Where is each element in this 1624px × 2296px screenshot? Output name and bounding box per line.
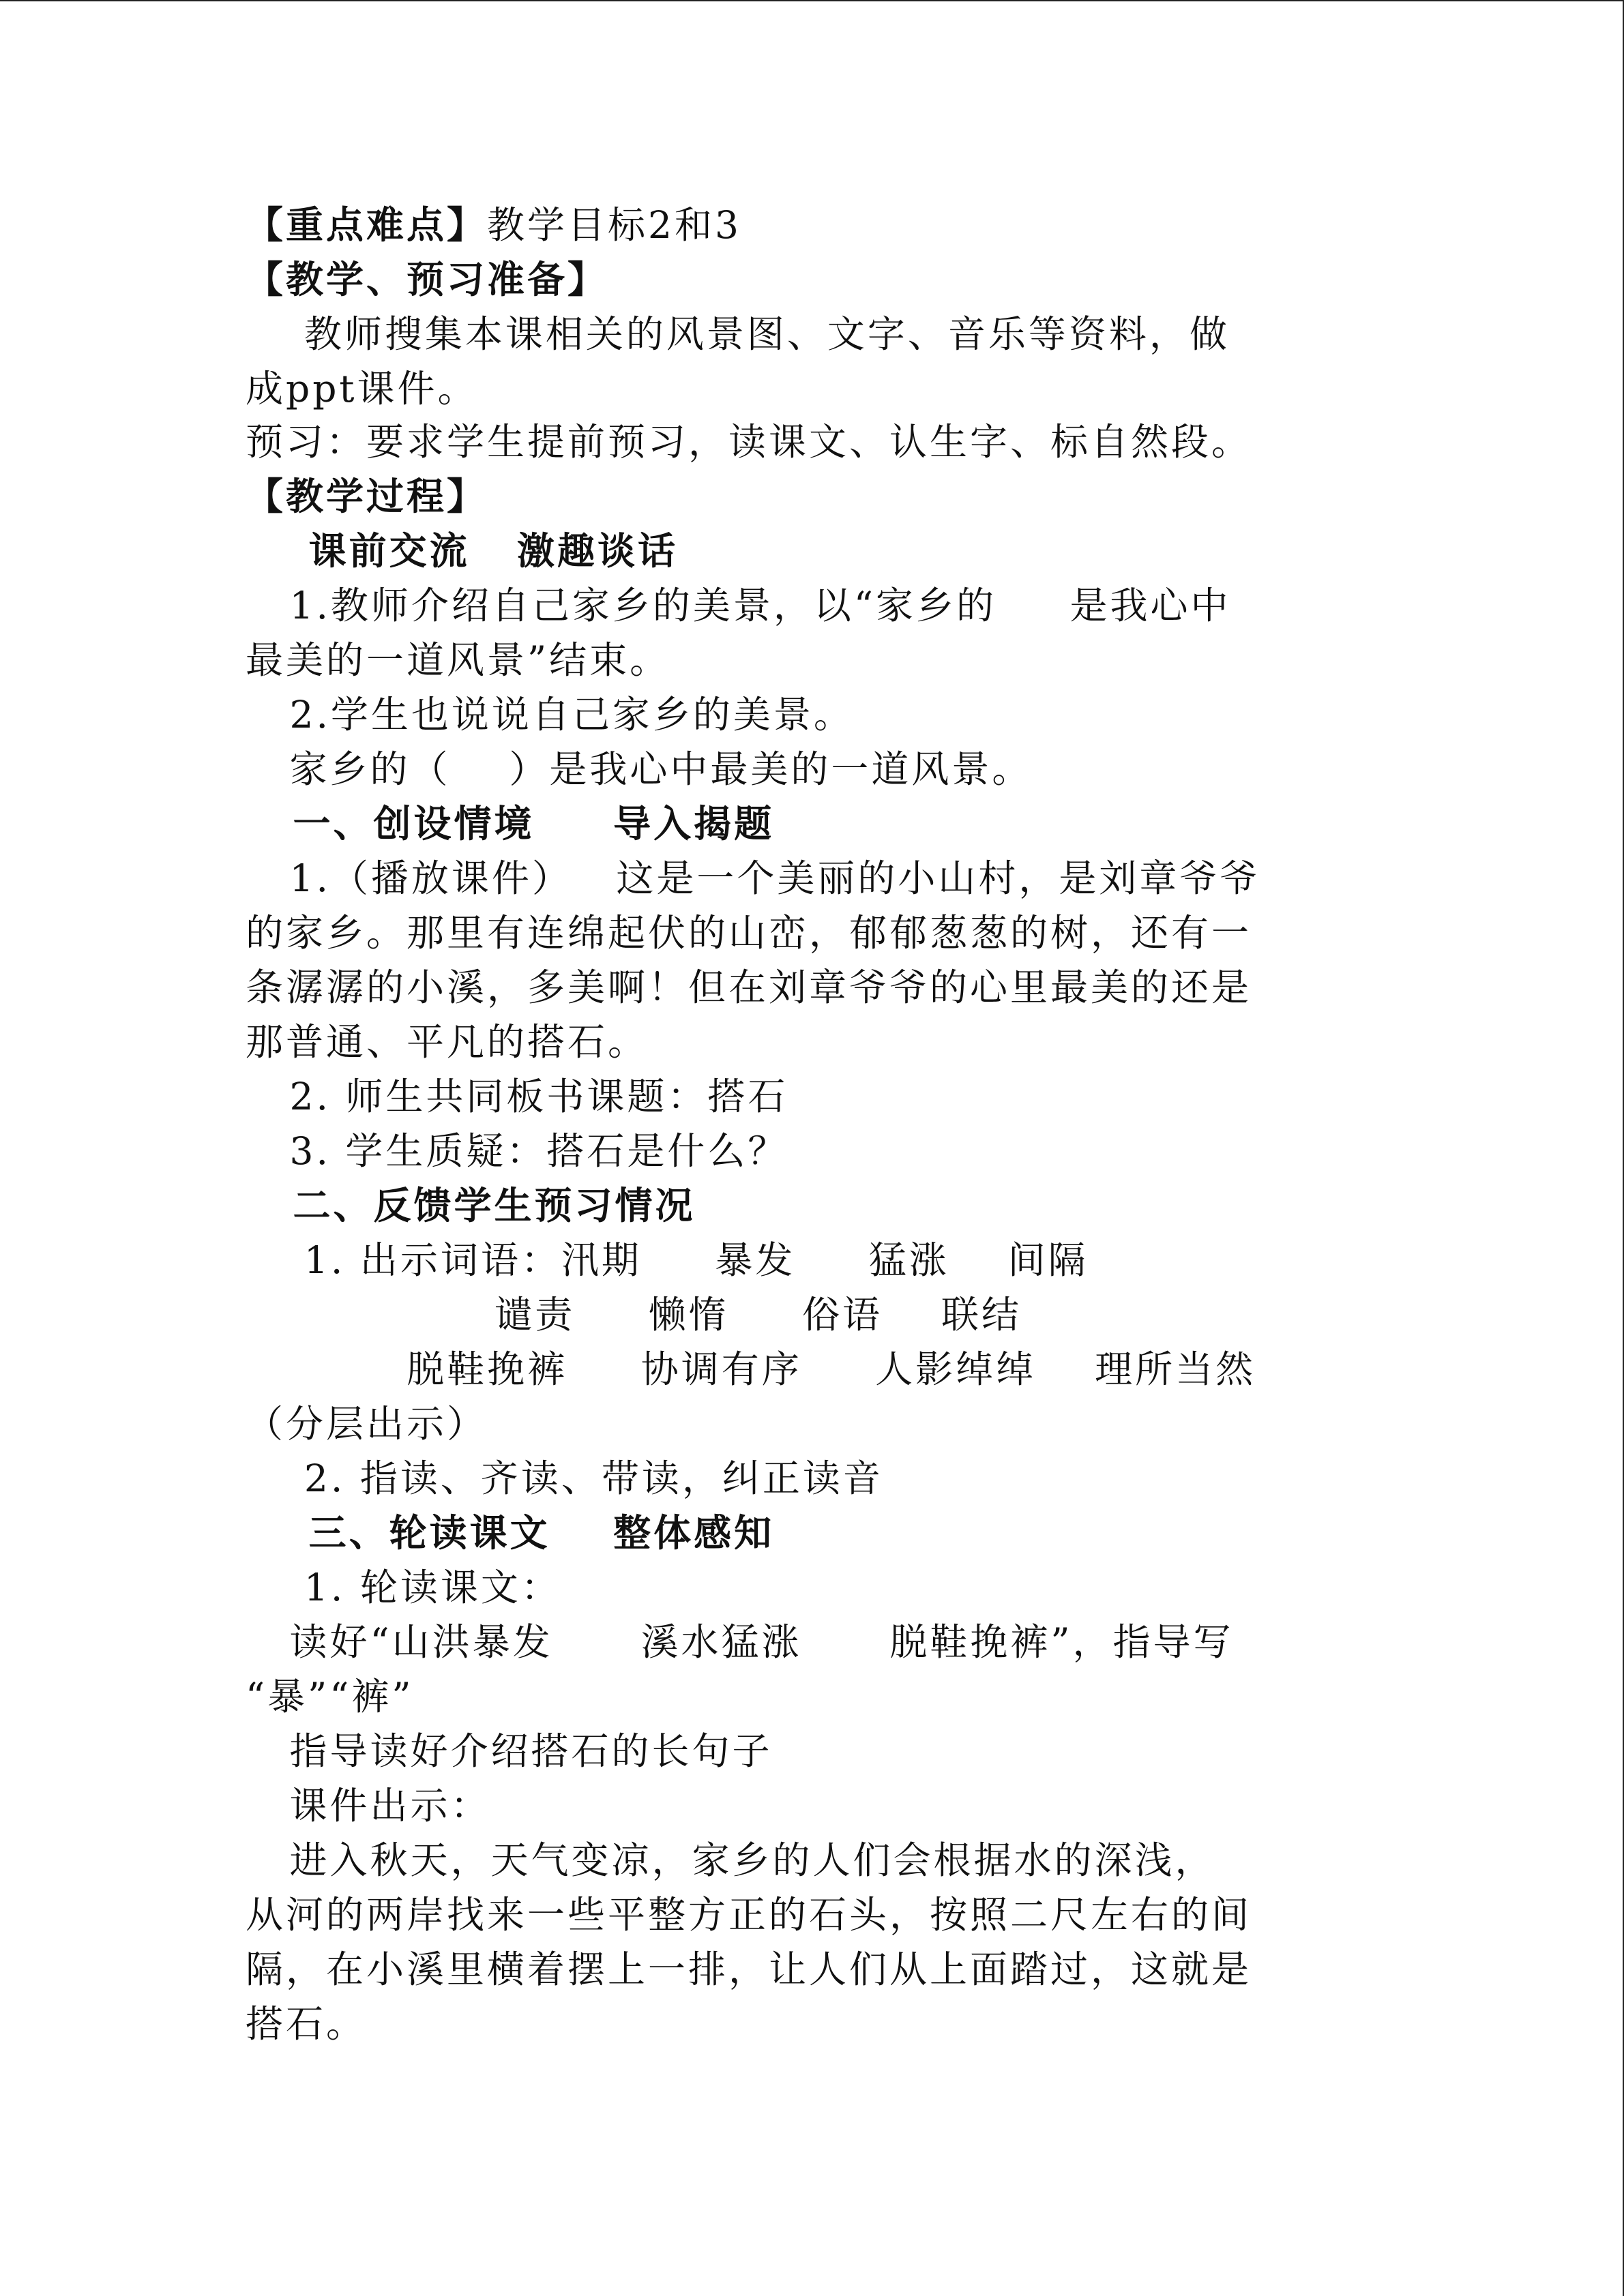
paragraph-line: 最美的一道风景”结束。 [246,638,670,682]
paragraph-line: 成ppt课件。 [246,367,478,411]
section-heading: 课前交流 激趣谈话 [246,528,679,573]
paragraph-line: 指导读好介绍搭石的长句子 [246,1729,773,1773]
paragraph-line: 2. 师生共同板书课题：搭石 [246,1075,788,1118]
paragraph-line: 课件出示： [246,1784,491,1828]
heading-teaching-process: 【教学过程】 [246,474,488,518]
paragraph-line: 1.教师介绍自己家乡的美景，以“家乡的 是我心中 [246,584,1231,627]
paragraph-line: 从河的两岸找来一些平整方正的石头，按照二尺左右的间 [246,1893,1252,1937]
key-difficulty-label: 【重点难点】 [246,203,488,247]
key-difficulty-line [246,201,741,249]
vocabulary-line: 脱鞋挽裤 协调有序 人影绰绰 理所当然 [246,1347,1256,1391]
section-heading: 二、反馈学生预习情况 [246,1183,696,1227]
paragraph-line: 3. 学生质疑：搭石是什么？ [246,1129,788,1173]
paragraph-line: 的家乡。那里有连绵起伏的山峦，郁郁葱葱的树，还有一 [246,911,1252,955]
paragraph-line: 预习：要求学生提前预习，读课文、认生字、标自然段。 [246,420,1252,464]
paragraph-line: “暴”“裤” [246,1675,414,1718]
heading-preparation: 【教学、预习准备】 [246,257,608,301]
key-difficulty-text: 教学目标2和3 [487,203,742,247]
paragraph-line: 读好“山洪暴发 溪水猛涨 脱鞋挽裤”，指导写 [246,1620,1234,1664]
paragraph-line: （分层出示） [246,1402,488,1446]
section-heading: 三、轮读课文 整体感知 [246,1510,775,1555]
paragraph-line: 2. 指读、齐读、带读，纠正读音 [246,1457,883,1500]
paragraph-line: 1.（播放课件） 这是一个美丽的小山村，是刘章爷爷 [246,856,1260,900]
section-heading: 一、创设情境 导入揭题 [246,801,775,846]
vocabulary-line: 谴责 懒惰 俗语 联结 [246,1293,1022,1337]
paragraph-line: 条潺潺的小溪，多美啊！但在刘章爷爷的心里最美的还是 [246,966,1252,1009]
paragraph-line: 那普通、平凡的搭石。 [246,1020,649,1064]
paragraph-line: 1. 轮读课文： [246,1566,561,1609]
paragraph-line: 2.学生也说说自己家乡的美景。 [246,693,854,736]
paragraph-line: 教师搜集本课相关的风景图、文字、音乐等资料，做 [246,312,1230,356]
paragraph-line: 隔，在小溪里横着摆上一排，让人们从上面踏过，这就是 [246,1948,1252,1991]
vocabulary-line: 1. 出示词语：汛期 暴发 猛涨 间隔 [246,1238,1089,1282]
paragraph-line: 搭石。 [246,2002,367,2046]
paragraph-line: 家乡的（ ）是我心中最美的一道风景。 [246,747,1033,791]
paragraph-line: 进入秋天，天气变凉，家乡的人们会根据水的深浅， [246,1838,1215,1882]
